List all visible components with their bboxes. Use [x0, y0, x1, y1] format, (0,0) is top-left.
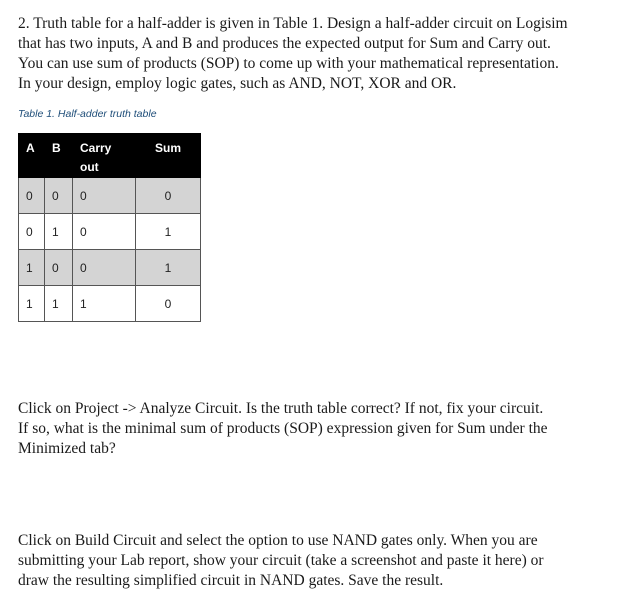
table-row: [19, 250, 201, 286]
cell-carry: 1: [73, 286, 136, 322]
build-line: Click on Build Circuit and select the option to use NAND gates only. When you are: [18, 532, 538, 549]
intro-line: 2. Truth table for a half-adder is given in Table 1. Design a half-adder circuit on Logisim: [18, 15, 568, 32]
cell-a: 0: [19, 214, 45, 250]
build-line: draw the resulting simplified circuit in NAND gates. Save the result.: [18, 572, 444, 589]
cell-b: 0: [45, 178, 73, 214]
intro-line: In your design, employ logic gates, such as AND, NOT, XOR and OR.: [18, 75, 457, 92]
cell-a: 1: [19, 250, 45, 286]
table-row: [19, 286, 201, 322]
truth-table: [18, 133, 201, 322]
cell-carry: 0: [73, 250, 136, 286]
intro-paragraph: [18, 14, 638, 94]
cell-b: 1: [45, 286, 73, 322]
header-b: B: [45, 134, 73, 178]
cell-sum: 1: [136, 214, 201, 250]
intro-line: that has two inputs, A and B and produces the expected output for Sum and Carry out.: [18, 35, 551, 52]
header-carry-out: [73, 134, 136, 178]
cell-b: 0: [45, 250, 73, 286]
cell-sum: 0: [136, 178, 201, 214]
table-header-row: [19, 134, 201, 178]
build-paragraph: [18, 531, 638, 591]
table-caption: Table 1. Half-adder truth table: [18, 108, 157, 120]
cell-sum: 0: [136, 286, 201, 322]
analyze-line: If so, what is the minimal sum of products (SOP) expression given for Sum under the: [18, 420, 548, 437]
analyze-line: Minimized tab?: [18, 440, 116, 457]
header-carry-line1: Carry: [80, 141, 112, 155]
header-a: A: [19, 134, 45, 178]
cell-carry: 0: [73, 178, 136, 214]
header-carry-line2: out: [80, 160, 99, 174]
intro-line: You can use sum of products (SOP) to come up with your mathematical representation.: [18, 55, 559, 72]
cell-a: 1: [19, 286, 45, 322]
analyze-paragraph: [18, 399, 638, 459]
cell-sum: 1: [136, 250, 201, 286]
build-line: submitting your Lab report, show your circuit (take a screenshot and paste it here) or: [18, 552, 544, 569]
table-row: [19, 178, 201, 214]
analyze-line: Click on Project -> Analyze Circuit. Is the truth table correct? If not, fix your circuit.: [18, 400, 544, 417]
table-row: [19, 214, 201, 250]
cell-carry: 0: [73, 214, 136, 250]
header-sum: Sum: [136, 134, 201, 178]
cell-b: 1: [45, 214, 73, 250]
cell-a: 0: [19, 178, 45, 214]
